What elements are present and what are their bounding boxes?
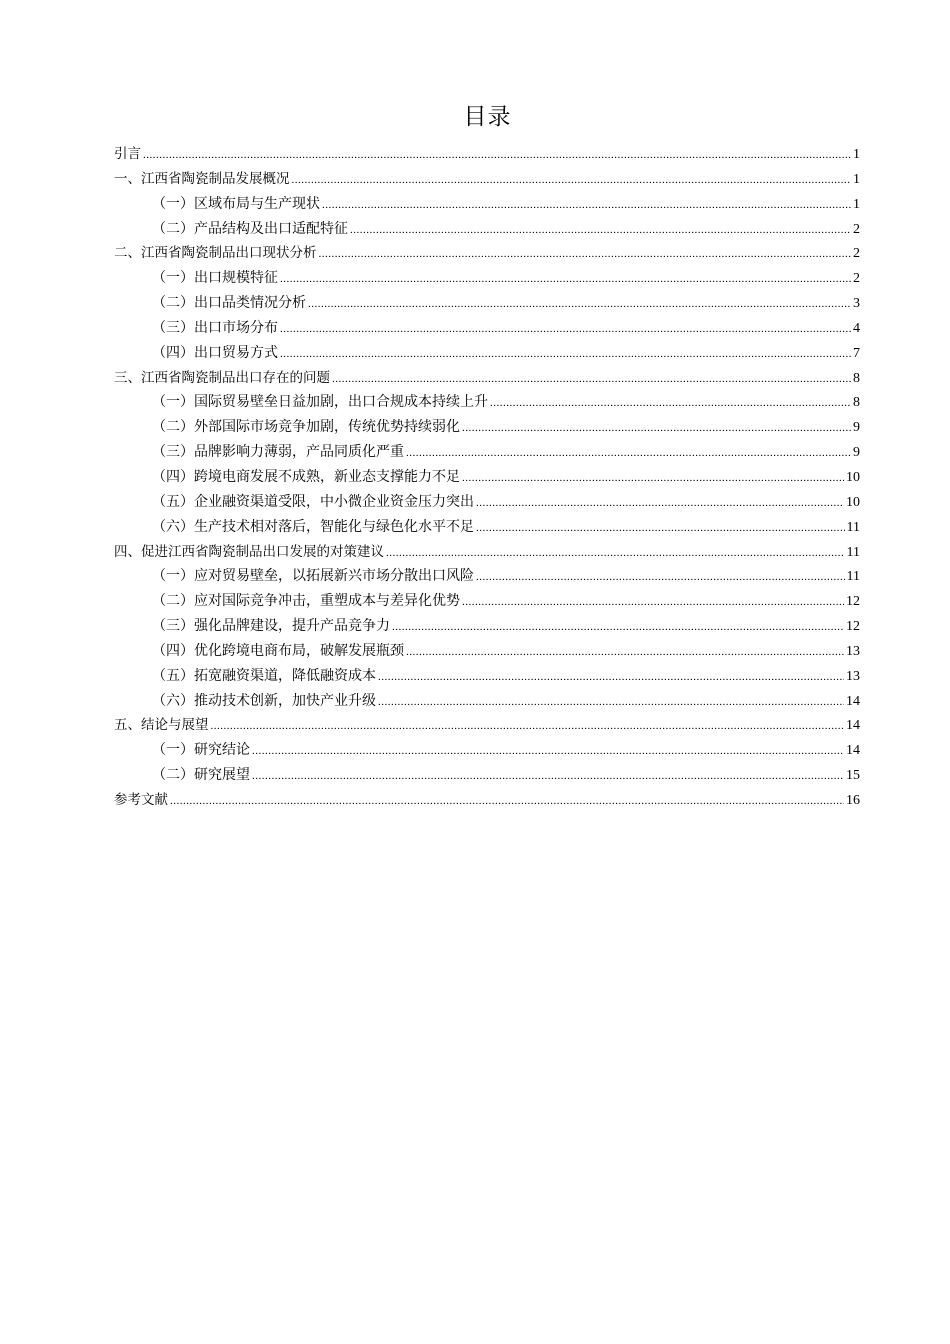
toc-entry-chapter[interactable] <box>114 540 860 565</box>
toc-dot-leader <box>350 218 851 243</box>
toc-entry-section[interactable] <box>114 415 860 440</box>
toc-dot-leader <box>378 690 844 715</box>
toc-page-number: 2 <box>853 221 860 237</box>
toc-page-number: 15 <box>846 768 860 784</box>
toc-entry-section[interactable] <box>114 614 860 639</box>
toc-page-number: 4 <box>853 320 860 336</box>
toc-list <box>114 142 860 813</box>
toc-entry-text: （二）出口品类情况分析 <box>152 295 306 312</box>
toc-page-number: 12 <box>846 594 860 610</box>
toc-entry-text: 引言 <box>114 146 141 162</box>
toc-page-number: 2 <box>853 271 860 287</box>
toc-page-number: 9 <box>853 445 860 461</box>
toc-dot-leader <box>476 565 845 590</box>
toc-dot-leader <box>476 491 844 516</box>
toc-entry-text: （三）强化品牌建设，提升产品竞争力 <box>152 618 390 635</box>
toc-entry-text: （二）外部国际市场竞争加剧，传统优势持续弱化 <box>152 419 460 436</box>
toc-entry-section[interactable] <box>114 515 860 540</box>
toc-page-number: 1 <box>853 147 860 162</box>
toc-title: 目录 <box>463 104 512 130</box>
toc-entry-text: （五）企业融资渠道受限，中小微企业资金压力突出 <box>152 493 474 510</box>
toc-dot-leader <box>462 466 844 491</box>
toc-dot-leader <box>143 143 851 168</box>
toc-page-number: 3 <box>853 296 860 312</box>
toc-entry-section[interactable] <box>114 738 860 763</box>
toc-dot-leader <box>280 317 851 342</box>
toc-dot-leader <box>392 615 844 640</box>
toc-entry-text: （一）国际贸易壁垒日益加剧，出口合规成本持续上升 <box>152 394 488 411</box>
toc-page-number: 2 <box>853 246 860 262</box>
toc-dot-leader <box>252 739 844 764</box>
toc-page-number: 13 <box>846 668 860 684</box>
toc-entry-section[interactable] <box>114 217 860 242</box>
toc-entry-section[interactable] <box>114 465 860 490</box>
toc-dot-leader <box>406 441 851 466</box>
toc-entry-text: （二）产品结构及出口适配特征 <box>152 220 348 237</box>
toc-page-number: 9 <box>853 420 860 436</box>
toc-entry-text: （一）出口规模特征 <box>152 270 278 287</box>
toc-entry-chapter[interactable] <box>114 241 860 266</box>
toc-entry-chapter[interactable] <box>114 366 860 391</box>
toc-dot-leader <box>280 342 851 367</box>
toc-dot-leader <box>462 416 851 441</box>
toc-dot-leader <box>378 665 844 690</box>
toc-entry-chapter[interactable] <box>114 142 860 167</box>
toc-page-number: 14 <box>846 718 860 734</box>
toc-entry-text: 四、促进江西省陶瓷制品出口发展的对策建议 <box>114 543 384 560</box>
toc-entry-text: （二）应对国际竞争冲击，重塑成本与差异化优势 <box>152 593 460 610</box>
toc-dot-leader <box>406 640 844 665</box>
toc-dot-leader <box>332 367 851 392</box>
toc-entry-chapter[interactable] <box>114 713 860 738</box>
toc-entry-text: 一、江西省陶瓷制品发展概况 <box>114 170 290 187</box>
toc-entry-text: （三）品牌影响力薄弱，产品同质化严重 <box>152 444 404 461</box>
toc-entry-text: （六）推动技术创新，加快产业升级 <box>152 692 376 709</box>
toc-entry-text: （三）出口市场分布 <box>152 319 278 336</box>
toc-entry-text: （四）出口贸易方式 <box>152 344 278 361</box>
toc-dot-leader <box>280 267 851 292</box>
toc-page-number: 14 <box>846 743 860 759</box>
toc-dot-leader <box>490 391 851 416</box>
toc-entry-section[interactable] <box>114 291 860 316</box>
toc-dot-leader <box>211 714 845 739</box>
toc-entry-chapter[interactable] <box>114 167 860 192</box>
toc-entry-section[interactable] <box>114 639 860 664</box>
toc-entry-text: （六）生产技术相对落后，智能化与绿色化水平不足 <box>152 518 474 535</box>
toc-page-number: 8 <box>853 395 860 411</box>
toc-dot-leader <box>476 516 845 541</box>
toc-page-number: 14 <box>846 693 860 709</box>
toc-entry-section[interactable] <box>114 689 860 714</box>
toc-dot-leader <box>322 193 851 218</box>
toc-entry-text: （一）区域布局与生产现状 <box>152 195 320 212</box>
toc-entry-section[interactable] <box>114 763 860 788</box>
toc-entry-section[interactable] <box>114 341 860 366</box>
toc-entry-text: （一）应对贸易壁垒，以拓展新兴市场分散出口风险 <box>152 568 474 585</box>
toc-dot-leader <box>170 789 844 814</box>
toc-page-number: 8 <box>853 370 860 386</box>
toc-dot-leader <box>319 242 852 267</box>
toc-dot-leader <box>292 168 852 193</box>
toc-entry-text: （五）拓宽融资渠道，降低融资成本 <box>152 667 376 684</box>
toc-page-number: 13 <box>846 643 860 659</box>
toc-entry-section[interactable] <box>114 192 860 217</box>
toc-dot-leader <box>462 590 844 615</box>
toc-page-number: 11 <box>846 544 860 560</box>
toc-entry-text: 二、江西省陶瓷制品出口现状分析 <box>114 245 317 262</box>
toc-page-number: 10 <box>846 469 860 485</box>
toc-page-number: 10 <box>846 494 860 510</box>
toc-page-number: 11 <box>846 519 860 535</box>
toc-entry-chapter[interactable] <box>114 788 860 813</box>
toc-entry-text: （一）研究结论 <box>152 742 250 759</box>
toc-entry-section[interactable] <box>114 266 860 291</box>
toc-dot-leader <box>308 292 851 317</box>
toc-entry-text: （四）跨境电商发展不成熟，新业态支撑能力不足 <box>152 468 460 485</box>
toc-entry-text: 三、江西省陶瓷制品出口存在的问题 <box>114 369 330 386</box>
toc-entry-section[interactable] <box>114 390 860 415</box>
toc-entry-section[interactable] <box>114 589 860 614</box>
toc-entry-text: （四）优化跨境电商布局，破解发展瓶颈 <box>152 642 404 659</box>
toc-page-number: 12 <box>846 619 860 635</box>
toc-entry-text: （二）研究展望 <box>152 767 250 784</box>
toc-page-number: 1 <box>853 171 860 187</box>
toc-entry-section[interactable] <box>114 316 860 341</box>
toc-page-number: 1 <box>853 196 860 212</box>
toc-page-number: 11 <box>846 569 860 585</box>
toc-entry-text: 五、结论与展望 <box>114 717 209 734</box>
toc-entry-section[interactable] <box>114 564 860 589</box>
toc-entry-section[interactable] <box>114 490 860 515</box>
toc-page-number: 16 <box>846 792 860 808</box>
toc-dot-leader <box>252 764 844 789</box>
toc-entry-section[interactable] <box>114 440 860 465</box>
toc-entry-section[interactable] <box>114 664 860 689</box>
toc-dot-leader <box>386 541 845 566</box>
toc-page-number: 7 <box>853 345 860 361</box>
toc-entry-text: 参考文献 <box>114 791 168 808</box>
